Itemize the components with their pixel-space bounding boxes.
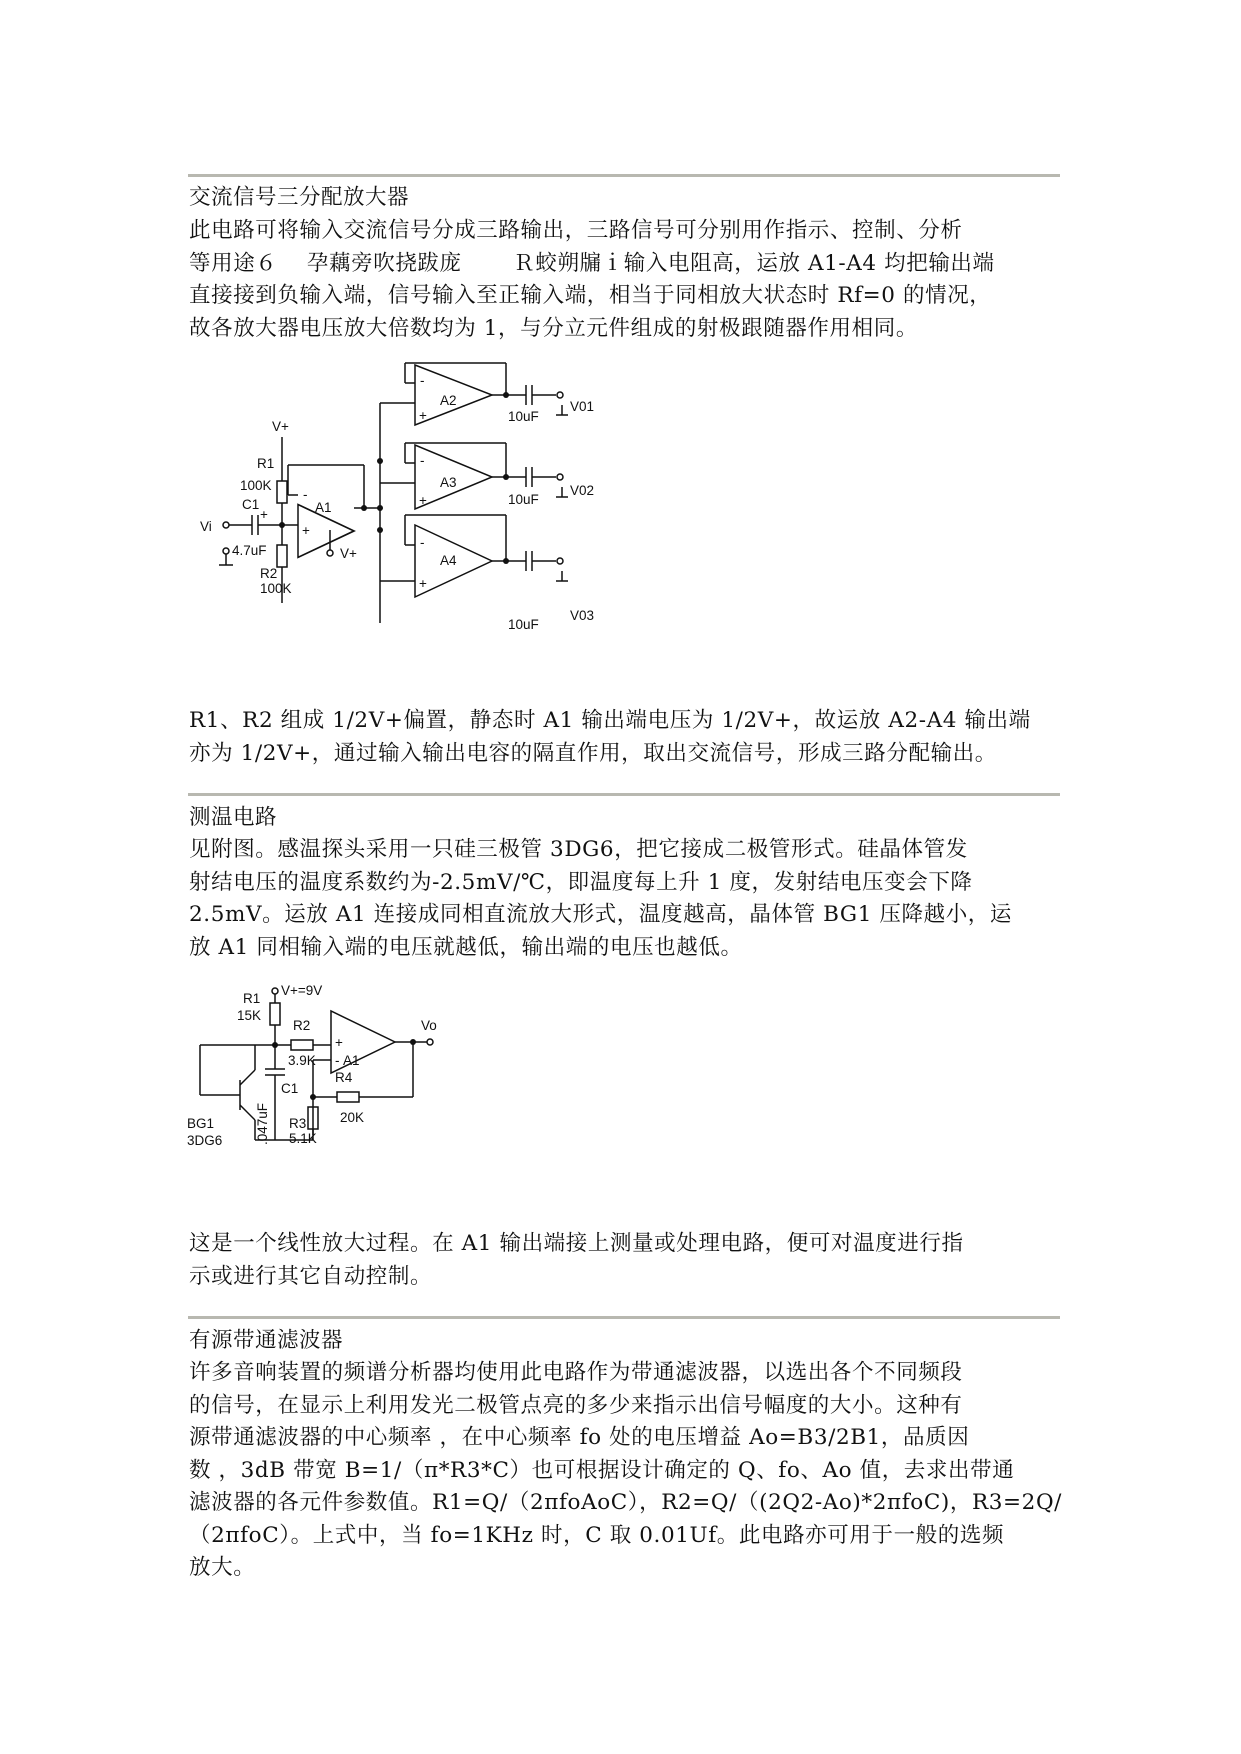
- label-c1-value: .047uF: [255, 1102, 270, 1145]
- label-cap-1-value: 10uF: [508, 409, 539, 424]
- label-cap-3-value: 10uF: [508, 617, 539, 632]
- section-title: 交流信号三分配放大器: [189, 185, 410, 210]
- text-line: 见附图。感温探头采用一只硅三极管 3DG6，把它接成二极管形式。硅晶体管发: [189, 837, 968, 862]
- text-line: 滤波器的各元件参数值。R1=Q/（2πfoAoC），R2=Q/（(2Q2-Ao)*2πfoC)，R3=2Q/: [189, 1490, 1063, 1515]
- section-after-paragraph: [189, 705, 1069, 770]
- label-bg1: BG1: [187, 1116, 215, 1131]
- label-vo1: V01: [570, 399, 595, 414]
- label-r1: R1: [257, 456, 275, 471]
- label-c1-value: 4.7uF: [232, 543, 267, 558]
- label-vo: Vo: [421, 1018, 437, 1033]
- label-r2-value: 3.9K: [288, 1053, 316, 1068]
- label-supply: V+=9V: [281, 983, 323, 998]
- section-intro-paragraph: [189, 834, 1069, 964]
- text-line: 等用途６ 孕藕旁吹挠跋庞 Ｒ蛟朔牖ｉ输入电阻高，运放 A1-A4 均把输出端: [189, 250, 995, 276]
- label-c1-plus: +: [260, 507, 268, 522]
- label-r4: R4: [335, 1070, 353, 1085]
- label-a4-plus: +: [419, 576, 427, 591]
- label-cap-2-value: 10uF: [508, 492, 539, 507]
- text-line: 数 ，3dB 带宽 B=1/（π*R3*C）也可根据设计确定的 Q、fo、Ao 值，去求出带通: [189, 1457, 1015, 1483]
- text-line: 这是一个线性放大过程。在 A1 输出端接上测量或处理电路，便可对温度进行指: [189, 1231, 964, 1256]
- label-r2-value: 100K: [260, 581, 292, 596]
- label-c1: C1: [281, 1081, 299, 1096]
- label-vplus: V+: [272, 419, 289, 434]
- label-a1: A1: [315, 500, 332, 515]
- label-a4: A4: [440, 553, 457, 568]
- splitter-amplifier-schematic: [200, 365, 620, 655]
- label-a2: A2: [440, 393, 457, 408]
- label-r1: R1: [243, 991, 261, 1006]
- label-c1: C1: [242, 497, 260, 512]
- label-r1-value: 100K: [240, 478, 272, 493]
- text-line: 放大。: [189, 1555, 256, 1580]
- label-vi: Vi: [200, 519, 212, 534]
- label-a2-plus: +: [419, 408, 427, 423]
- label-a1-minus: -: [303, 487, 308, 502]
- label-a3-plus: +: [419, 493, 427, 508]
- section-title: 有源带通滤波器: [189, 1328, 344, 1353]
- text-line: 2.5mV。运放 A1 连接成同相直流放大形式，温度越高，晶体管 BG1 压降越小，运: [189, 902, 1013, 927]
- label-a3: A3: [440, 475, 457, 490]
- section-divider: [188, 174, 1060, 177]
- text-line: 射结电压的温度系数约为-2.5mV/℃，即温度每上升 1 度，发射结电压变会下降: [189, 869, 973, 895]
- label-r3-value: 5.1K: [289, 1131, 317, 1146]
- section-after-paragraph: [189, 1228, 1069, 1293]
- section-intro-paragraph: [189, 215, 1069, 345]
- label-a1-plus: +: [335, 1035, 343, 1050]
- section-title: 测温电路: [189, 805, 278, 830]
- text-line: 放 A1 同相输入端的电压就越低，输出端的电压也越低。: [189, 934, 743, 960]
- text-line: 亦为 1/2V+，通过输入输出电容的隔直作用，取出交流信号，形成三路分配输出。: [189, 740, 997, 766]
- label-r4-value: 20K: [340, 1110, 365, 1125]
- label-bg1-type: 3DG6: [187, 1133, 223, 1148]
- label-r2: R2: [260, 566, 278, 581]
- text-line: 此电路可将输入交流信号分成三路输出，三路信号可分别用作指示、控制、分析: [189, 218, 963, 243]
- text-line: R1、R2 组成 1/2V+偏置，静态时 A1 输出端电压为 1/2V+，故运放 A2-A4 输出端: [189, 708, 1031, 733]
- label-a1-plus: +: [302, 523, 310, 538]
- label-vo2: V02: [570, 483, 595, 498]
- label-r3: R3: [289, 1116, 307, 1131]
- label-r1-value: 15K: [237, 1008, 262, 1023]
- label-a3-minus: -: [420, 453, 425, 468]
- text-line: 许多音响装置的频谱分析器均使用此电路作为带通滤波器，以选出各个不同频段: [189, 1360, 963, 1385]
- text-line: 的信号，在显示上利用发光二极管点亮的多少来指示出信号幅度的大小。这种有: [189, 1392, 963, 1418]
- label-a4-minus: -: [420, 535, 425, 550]
- section-intro-paragraph: [189, 1357, 1069, 1585]
- label-r2: R2: [293, 1018, 311, 1033]
- text-line: 源带通滤波器的中心频率 ，在中心频率 fo 处的电压增益 Ao=B3/2B1，品质因: [189, 1425, 970, 1450]
- label-vo3: V03: [570, 608, 595, 623]
- section-divider: [188, 793, 1060, 796]
- text-line: 直接接到负输入端，信号输入至正输入端，相当于同相放大状态时 Rf=0 的情况，: [189, 283, 992, 308]
- label-a1: A1: [343, 1053, 360, 1068]
- label-a1-vplus: V+: [340, 546, 357, 561]
- text-line: 故各放大器电压放大倍数均为 1，与分立元件组成的射极跟随器作用相同。: [189, 315, 918, 341]
- section-divider: [188, 1316, 1060, 1319]
- text-line: （2πfoC）。上式中，当 fo=1KHz 时，C 取 0.01Uf。此电路亦可用于一般的选频: [189, 1522, 1005, 1548]
- temperature-sensor-schematic: [187, 983, 465, 1160]
- label-a1-minus: -: [335, 1053, 340, 1068]
- label-a2-minus: -: [420, 373, 425, 388]
- text-line: 示或进行其它自动控制。: [189, 1263, 433, 1289]
